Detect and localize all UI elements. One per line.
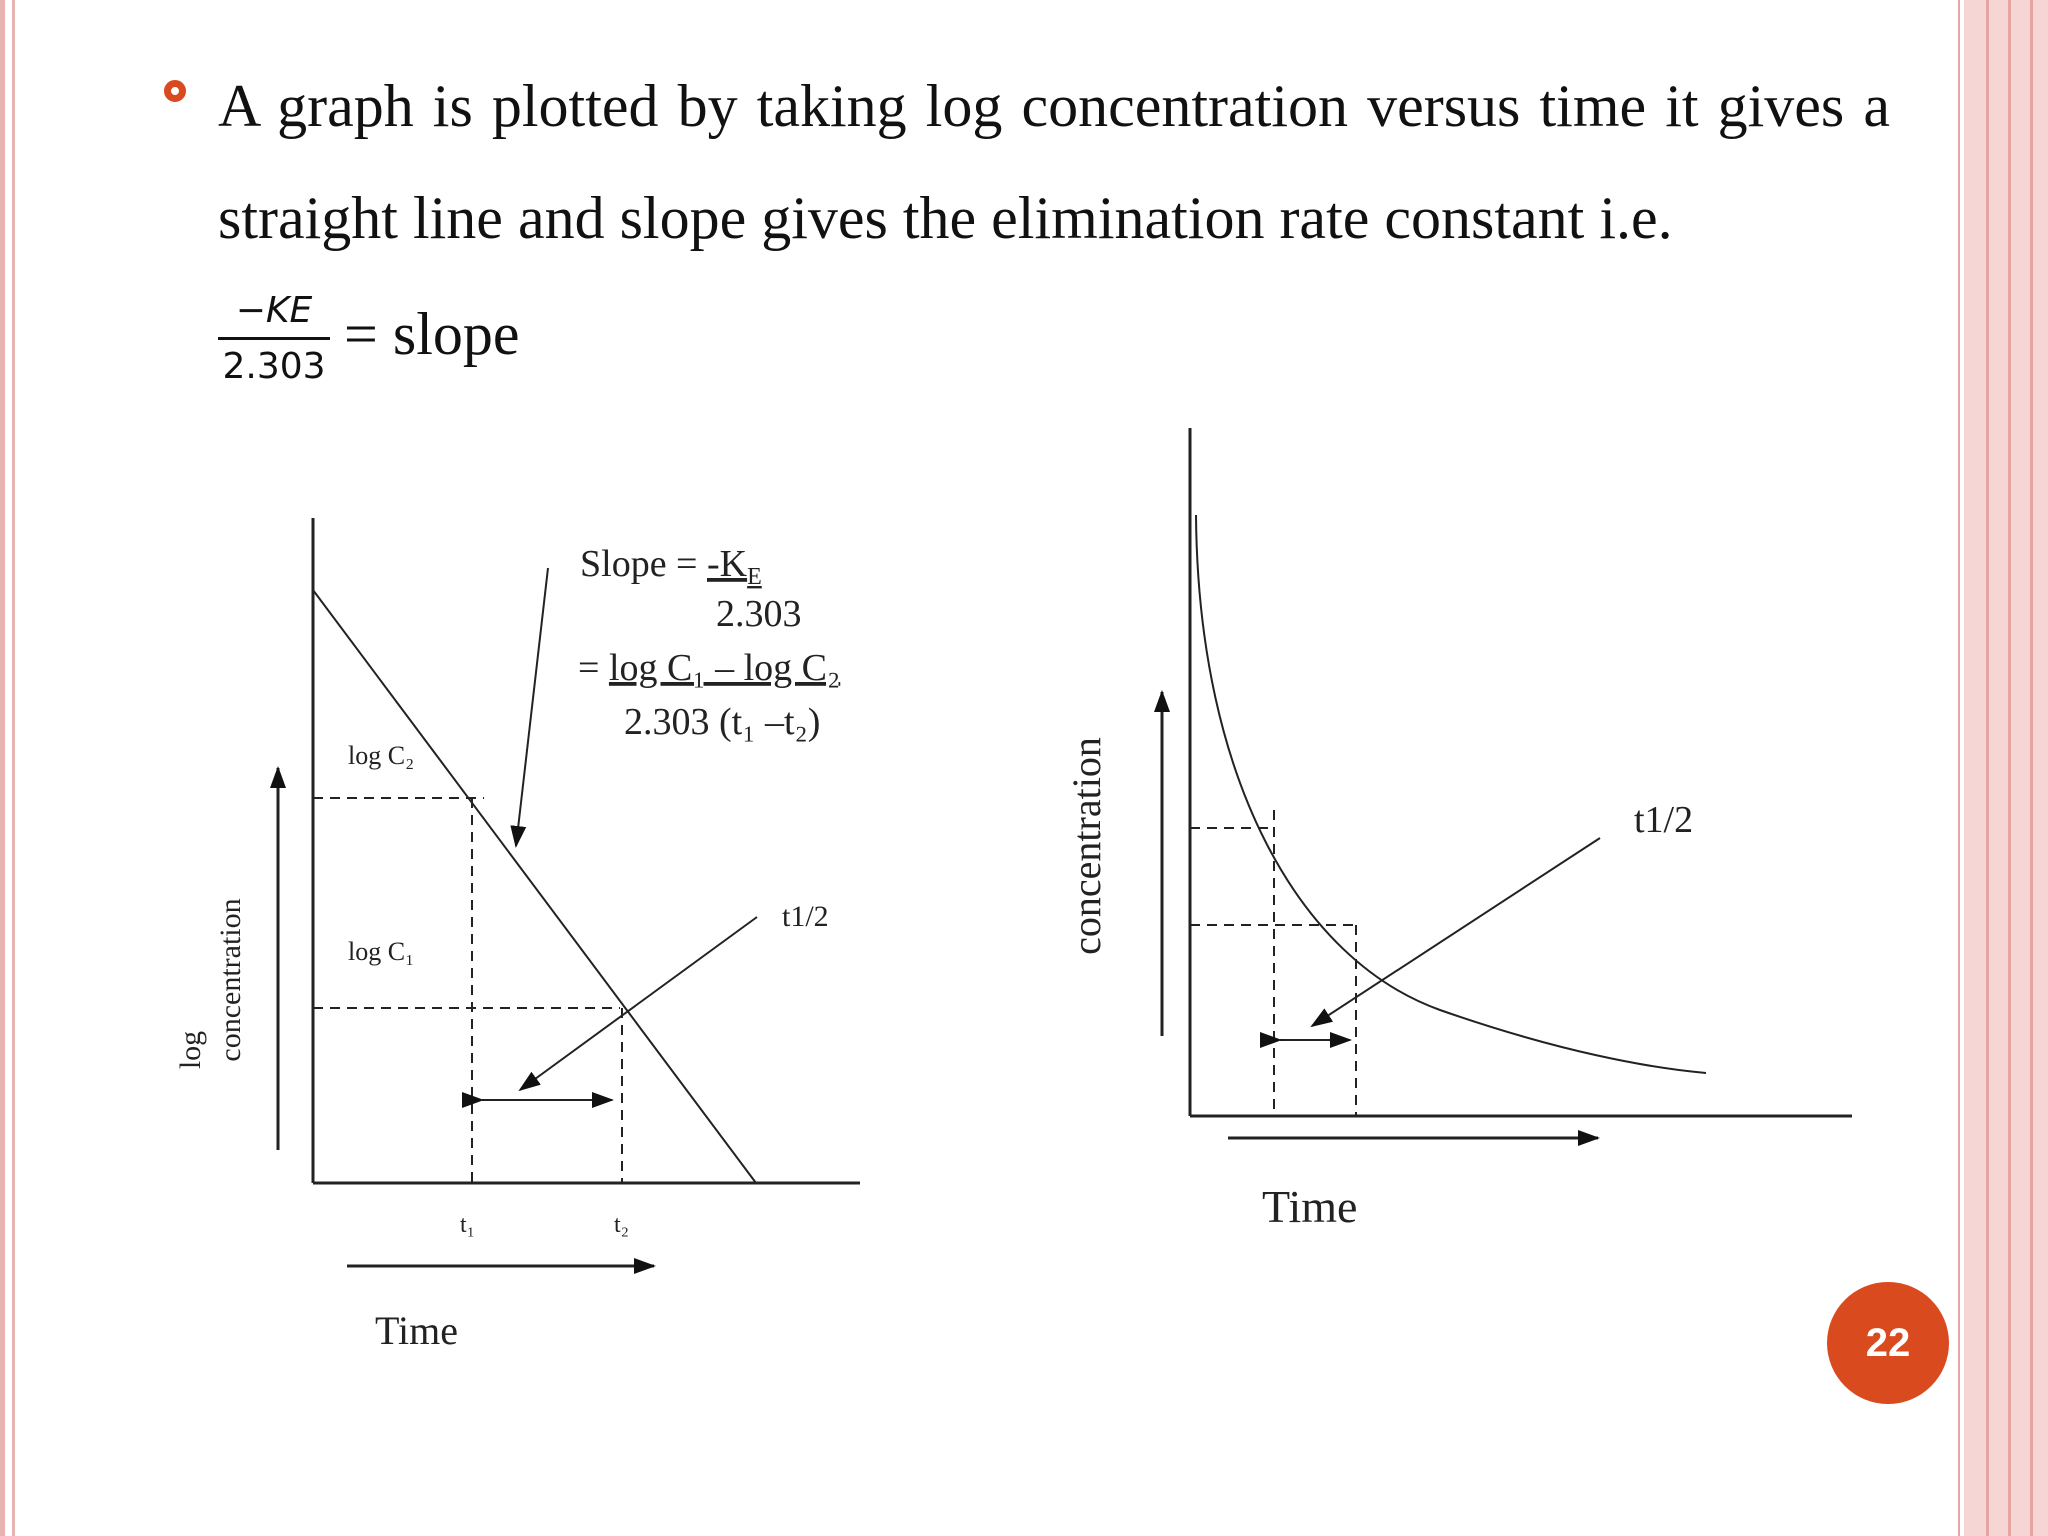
right-diagram — [1162, 428, 1852, 1138]
left-x-label: Time — [375, 1308, 459, 1353]
equation-numerator: −KE — [235, 290, 313, 331]
t2-label: t₂ — [614, 1212, 630, 1238]
slope-pointer-arrow — [516, 568, 548, 846]
slope-label: Slope = $-K_E$ — [580, 543, 762, 590]
right-t-half-label: t1/2 — [1634, 799, 1694, 841]
log-c2-label: log C₂ — [348, 741, 415, 770]
t1-label: t₁ — [460, 1212, 476, 1238]
equation-rhs: = slope — [344, 301, 520, 367]
right-y-label: concentration — [1064, 737, 1109, 955]
slope-eq2-denominator: 2.303 (t₁ –t₂) — [624, 701, 821, 743]
slope-eq2: = log C₁ – log C₂ — [578, 647, 841, 689]
left-y-label-1: log — [174, 1030, 207, 1070]
page-number-badge: 22 — [1827, 1282, 1949, 1404]
t-half-pointer-arrow — [520, 917, 757, 1090]
right-x-label: Time — [1262, 1181, 1358, 1232]
equation-denominator: 2.303 — [222, 346, 326, 387]
decay-curve — [1196, 515, 1706, 1073]
left-y-label-2: concentration — [214, 898, 247, 1062]
bullet-paragraph: A graph is plotted by taking log concentration versus time it gives a straight line and slope gives the elimination rate constant i.e. — [218, 73, 1890, 251]
slope-denominator: 2.303 — [716, 593, 802, 635]
left-t-half-label: t1/2 — [782, 900, 829, 933]
log-c1-label: log C₁ — [348, 937, 415, 966]
